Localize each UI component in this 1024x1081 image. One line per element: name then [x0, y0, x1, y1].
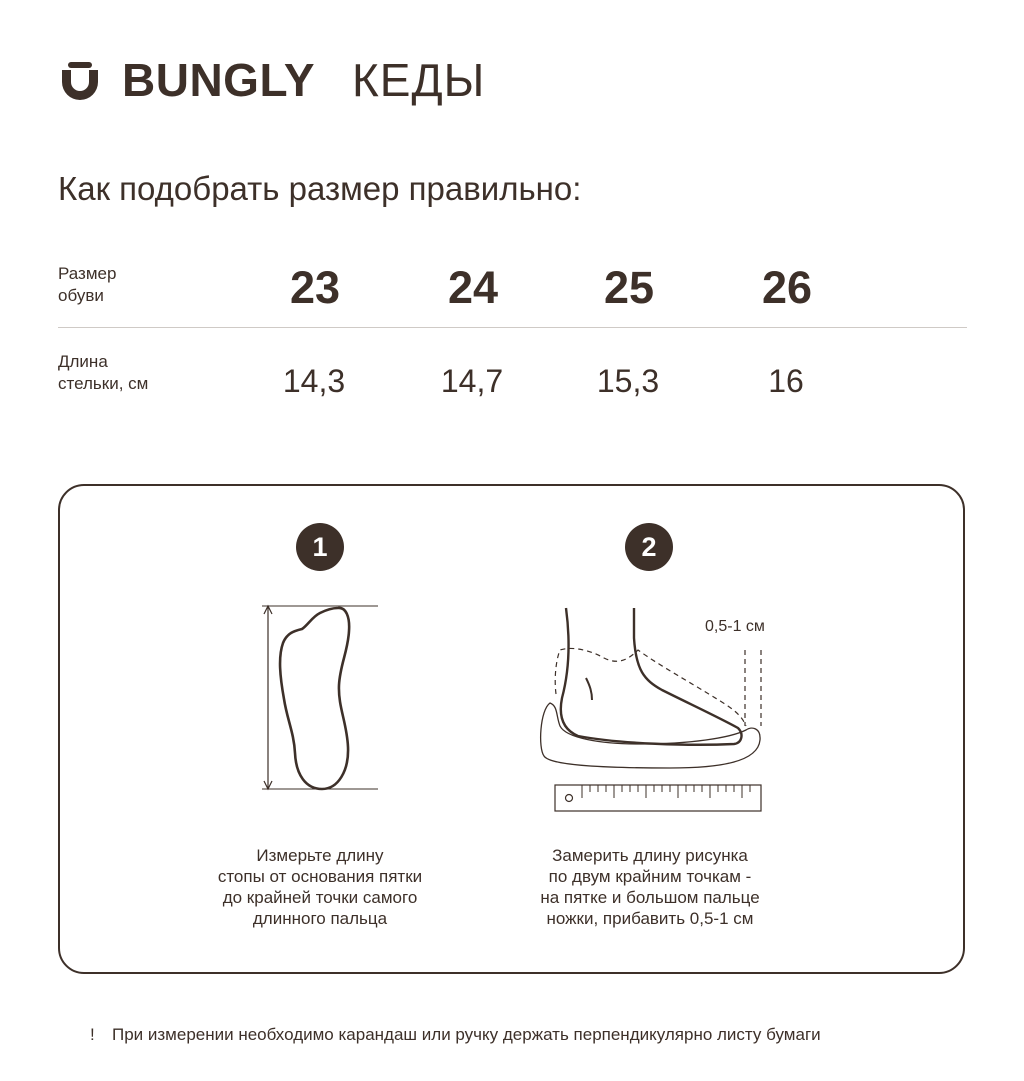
step-caption [500, 845, 800, 929]
category-name: КЕДЫ [352, 54, 486, 106]
logo-icon [58, 60, 102, 100]
caption-line: длинного пальца [252, 909, 388, 928]
note-text: При измерении необходимо карандаш или ручку держать перпендикулярно листу бумаги [112, 1025, 821, 1044]
size-label-line: Размер [58, 264, 117, 283]
insole-length-value: 15,3 [596, 363, 660, 399]
page-title: Как подобрать размер правильно: [58, 170, 582, 207]
insole-label-line: стельки, см [58, 374, 149, 393]
size-row-label [58, 263, 198, 307]
brand-name: BUNGLY [122, 54, 315, 106]
caption-line: до крайней точки самого [222, 888, 418, 907]
caption-line: ножки, прибавить 0,5-1 см [546, 909, 754, 928]
size-value: 23 [289, 262, 341, 313]
table-divider [58, 327, 967, 328]
insole-length-value: 14,3 [282, 363, 346, 399]
step-number-badge: 1 [296, 523, 344, 571]
insole-label-line: Длина [58, 352, 108, 371]
size-label-line: обуви [58, 286, 104, 305]
step-caption [170, 845, 470, 929]
step-number-badge: 2 [625, 523, 673, 571]
caption-line: Замерить длину рисунка [552, 846, 748, 865]
caption-line: стопы от основания пятки [217, 867, 423, 886]
caption-line: по двум крайним точкам - [548, 867, 752, 886]
measurement-note [90, 1024, 821, 1046]
caption-line: Измерьте длину [256, 846, 384, 865]
footprint-measure-icon [250, 595, 390, 800]
caption-line: на пятке и большом пальце [540, 888, 760, 907]
size-value: 24 [447, 262, 499, 313]
insole-length-value: 16 [768, 363, 804, 399]
insole-length-value: 14,7 [440, 363, 504, 399]
insole-row-label [58, 351, 198, 395]
warning-mark: ! [90, 1025, 95, 1044]
size-value: 25 [603, 262, 655, 313]
size-value: 26 [761, 262, 813, 313]
gap-label: 0,5-1 см [705, 618, 765, 635]
